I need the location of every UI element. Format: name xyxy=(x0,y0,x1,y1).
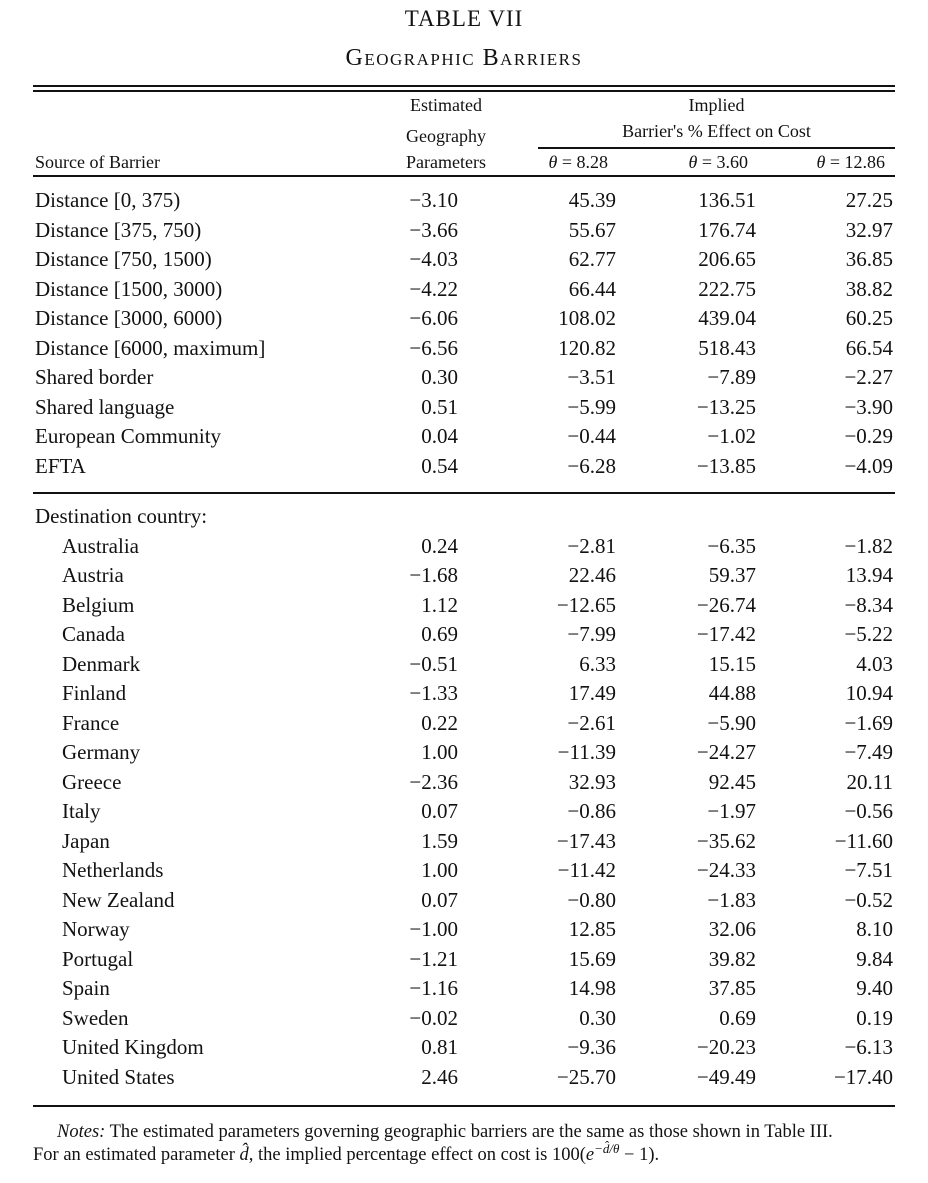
table-row xyxy=(33,1004,895,1034)
cell-effect-theta-3-60: −17.42 xyxy=(696,622,756,646)
cell-effect-theta-3-60: −13.25 xyxy=(696,394,756,419)
cell-effect-theta-12-86: 13.94 xyxy=(845,563,894,587)
cell-effect-theta-12-86: 0.19 xyxy=(856,1005,894,1030)
cell-effect-theta-3-60: 439.04 xyxy=(698,306,756,330)
cell-effect-theta-8-28: 17.49 xyxy=(568,681,616,705)
cell-effect-theta-3-60: −24.33 xyxy=(696,858,756,882)
cell-effect-theta-8-28: −0.80 xyxy=(567,887,616,912)
row-label: Greece xyxy=(62,769,122,794)
cell-estimated-parameter: −6.06 xyxy=(409,306,458,330)
row-label: Distance [0, 375) xyxy=(35,188,181,212)
destination-country-section xyxy=(33,493,895,1106)
cell-estimated-parameter: 0.07 xyxy=(421,799,458,823)
table-row xyxy=(33,620,895,650)
cell-effect-theta-3-60: 518.43 xyxy=(698,335,756,360)
cell-effect-theta-8-28: −6.28 xyxy=(567,453,616,478)
table-row xyxy=(33,452,895,494)
row-label: Portugal xyxy=(62,946,134,971)
row-label: Distance [6000, maximum] xyxy=(35,335,266,360)
cell-effect-theta-8-28: 120.82 xyxy=(558,335,616,360)
header-row-1 xyxy=(33,89,895,119)
implied-header-line-2: Barrier's % Effect on Cost xyxy=(460,118,895,149)
row-label: Norway xyxy=(62,917,130,941)
cell-effect-theta-8-28: −11.39 xyxy=(557,740,616,764)
header-spacer xyxy=(33,118,378,149)
cell-effect-theta-8-28: 15.69 xyxy=(568,946,616,971)
cell-effect-theta-8-28: −12.65 xyxy=(556,592,616,617)
cell-effect-theta-8-28: −25.70 xyxy=(556,1064,616,1089)
row-label: Distance [750, 1500) xyxy=(35,247,212,271)
table-notes xyxy=(33,1121,895,1167)
cell-effect-theta-12-86: 60.25 xyxy=(845,306,894,330)
cell-estimated-parameter: 0.69 xyxy=(421,622,458,646)
param-header-line-1: Estimated xyxy=(410,95,482,115)
table-row xyxy=(33,797,895,827)
cell-effect-theta-8-28: 62.77 xyxy=(568,247,616,271)
header-row-3 xyxy=(33,149,895,176)
cell-estimated-parameter: 0.81 xyxy=(421,1035,458,1059)
theta-symbol: θ xyxy=(688,152,698,172)
cell-effect-theta-8-28: 108.02 xyxy=(558,306,616,330)
param-header-line-2: Geography xyxy=(406,126,486,146)
notes-line-2: For an estimated parameter d̂, the implied percentage effect on cost is $100(e^{-d̂/\theta} - 1)$. xyxy=(33,1140,660,1165)
row-label: EFTA xyxy=(35,453,86,478)
table-row xyxy=(33,768,895,798)
cell-effect-theta-12-86: 4.03 xyxy=(856,651,894,676)
table-row xyxy=(33,856,895,886)
table-title: Geographic Barriers xyxy=(345,45,583,71)
cell-estimated-parameter: 0.22 xyxy=(421,710,458,735)
cell-effect-theta-8-28: −7.99 xyxy=(567,622,616,646)
cell-estimated-parameter: 1.12 xyxy=(421,592,458,617)
table-row xyxy=(33,650,895,680)
theta-symbol: θ xyxy=(816,152,826,172)
table-row xyxy=(33,886,895,916)
cell-estimated-parameter: 1.00 xyxy=(421,740,458,764)
cell-effect-theta-3-60: 44.88 xyxy=(708,681,756,705)
cell-effect-theta-3-60: −1.02 xyxy=(707,424,756,448)
cell-effect-theta-12-86: 36.85 xyxy=(845,247,894,271)
row-label: United Kingdom xyxy=(62,1035,204,1059)
cell-effect-theta-8-28: −3.51 xyxy=(567,365,616,389)
d-hat-symbol: d̂ xyxy=(239,1145,249,1165)
cell-effect-theta-12-86: 32.97 xyxy=(845,217,894,242)
table-header xyxy=(33,89,895,177)
cell-estimated-parameter: −0.02 xyxy=(409,1005,458,1030)
cell-effect-theta-12-86: −17.40 xyxy=(833,1064,894,1089)
cell-effect-theta-8-28: 55.67 xyxy=(568,217,616,242)
table-row xyxy=(33,363,895,393)
cell-effect-theta-3-60: 39.82 xyxy=(708,946,756,971)
row-label: Japan xyxy=(62,828,110,853)
cell-effect-theta-3-60: 0.69 xyxy=(719,1005,756,1030)
theta-symbol: θ xyxy=(548,152,558,172)
cell-effect-theta-12-86: −11.60 xyxy=(834,828,894,853)
cell-effect-theta-8-28: −17.43 xyxy=(556,828,616,853)
source-of-barrier-header: Source of Barrier xyxy=(35,152,160,172)
cell-effect-theta-3-60: −1.97 xyxy=(707,799,756,823)
cell-effect-theta-8-28: 0.30 xyxy=(579,1005,616,1030)
table-row xyxy=(33,422,895,452)
cell-effect-theta-8-28: −2.61 xyxy=(567,710,616,735)
cell-effect-theta-12-86: −5.22 xyxy=(844,622,894,646)
table-row xyxy=(33,591,895,621)
cell-effect-theta-8-28: 12.85 xyxy=(568,917,616,941)
cell-effect-theta-12-86: −1.82 xyxy=(844,533,894,558)
section-heading: Destination country: xyxy=(35,504,208,528)
table-row xyxy=(33,532,895,562)
cell-effect-theta-3-60: −7.89 xyxy=(707,365,756,389)
cell-effect-theta-8-28: 32.93 xyxy=(568,769,616,794)
table-row xyxy=(33,738,895,768)
row-label: Denmark xyxy=(62,651,141,676)
table-row xyxy=(33,679,895,709)
geographic-barriers-table xyxy=(33,85,895,1107)
cell-estimated-parameter: −1.16 xyxy=(409,976,458,1000)
cell-estimated-parameter: −1.33 xyxy=(409,681,458,705)
cell-effect-theta-3-60: −13.85 xyxy=(696,453,756,478)
row-label: Sweden xyxy=(62,1005,129,1030)
row-label: Finland xyxy=(62,681,127,705)
theta-column-header-3: θ = 12.86 xyxy=(816,152,886,172)
cell-effect-theta-8-28: −0.86 xyxy=(567,799,616,823)
cell-effect-theta-3-60: 222.75 xyxy=(698,276,756,301)
barriers-section xyxy=(33,176,895,493)
table-row xyxy=(33,827,895,857)
cell-estimated-parameter: 0.30 xyxy=(421,365,458,389)
cell-effect-theta-12-86: 20.11 xyxy=(846,769,894,794)
header-row-2 xyxy=(33,118,895,149)
cell-effect-theta-3-60: 15.15 xyxy=(708,651,756,676)
cell-effect-theta-3-60: −35.62 xyxy=(696,828,756,853)
table-row xyxy=(33,334,895,364)
cell-estimated-parameter: −4.03 xyxy=(409,247,458,271)
table-row xyxy=(33,245,895,275)
cell-effect-theta-3-60: 136.51 xyxy=(698,188,756,212)
cell-effect-theta-3-60: −49.49 xyxy=(696,1064,756,1089)
header-spacer xyxy=(33,89,378,119)
row-label: Distance [375, 750) xyxy=(35,217,202,242)
table-row xyxy=(33,393,895,423)
cell-effect-theta-8-28: −9.36 xyxy=(567,1035,616,1059)
cell-estimated-parameter: −4.22 xyxy=(409,276,458,301)
table-row xyxy=(33,1063,895,1107)
cell-effect-theta-3-60: −20.23 xyxy=(696,1035,756,1059)
table-row xyxy=(33,304,895,334)
row-label: Germany xyxy=(62,740,141,764)
cell-effect-theta-12-86: 9.40 xyxy=(856,976,894,1000)
cell-effect-theta-3-60: −6.35 xyxy=(707,533,756,558)
cell-estimated-parameter: 0.07 xyxy=(421,887,458,912)
cell-effect-theta-12-86: 66.54 xyxy=(845,335,894,360)
exponent: −d̂/θ xyxy=(594,1140,620,1156)
implied-header-line-1: Implied xyxy=(688,95,745,115)
row-label: Italy xyxy=(62,799,101,823)
cell-effect-theta-3-60: 176.74 xyxy=(698,217,756,242)
cell-estimated-parameter: −6.56 xyxy=(409,335,458,360)
row-label: Distance [1500, 3000) xyxy=(35,276,223,301)
cell-effect-theta-3-60: 206.65 xyxy=(698,247,756,271)
cell-effect-theta-12-86: −4.09 xyxy=(844,453,894,478)
row-label: Shared border xyxy=(35,365,154,389)
param-header-line-3: Parameters xyxy=(406,152,486,172)
row-label: France xyxy=(62,710,120,735)
cell-effect-theta-12-86: 38.82 xyxy=(845,276,894,301)
cell-effect-theta-3-60: −24.27 xyxy=(696,740,756,764)
cell-estimated-parameter: 1.00 xyxy=(421,858,458,882)
row-label: Australia xyxy=(62,533,139,558)
table-row xyxy=(33,1033,895,1063)
cell-effect-theta-12-86: −0.56 xyxy=(844,799,894,823)
row-label: United States xyxy=(62,1064,175,1089)
table-row xyxy=(33,561,895,591)
cell-effect-theta-12-86: −0.52 xyxy=(844,887,894,912)
cell-effect-theta-12-86: −1.69 xyxy=(844,710,894,735)
cell-effect-theta-8-28: 14.98 xyxy=(568,976,616,1000)
cell-estimated-parameter: 0.51 xyxy=(421,394,458,419)
cell-effect-theta-12-86: 8.10 xyxy=(856,917,894,941)
row-label: Belgium xyxy=(62,592,135,617)
cell-effect-theta-12-86: −2.27 xyxy=(844,365,894,389)
table-row xyxy=(33,974,895,1004)
cell-effect-theta-8-28: 6.33 xyxy=(579,651,616,676)
cell-effect-theta-3-60: −1.83 xyxy=(707,887,756,912)
theta-column-header-1: θ = 8.28 xyxy=(548,152,608,172)
notes-line-1: Notes: The estimated parameters governing geographic barriers are the same as those shown in Table III. xyxy=(57,1122,833,1142)
cell-effect-theta-8-28: −11.42 xyxy=(557,858,616,882)
cell-effect-theta-3-60: 32.06 xyxy=(708,917,756,941)
table-number: TABLE VII xyxy=(404,6,524,31)
cell-estimated-parameter: 0.04 xyxy=(421,424,458,448)
row-label: Austria xyxy=(62,563,124,587)
theta-column-header-2: θ = 3.60 xyxy=(688,152,748,172)
cell-estimated-parameter: 0.54 xyxy=(421,453,458,478)
cell-effect-theta-12-86: 27.25 xyxy=(845,188,894,212)
notes-label: Notes: xyxy=(57,1122,106,1142)
row-label: Shared language xyxy=(35,394,175,419)
cell-estimated-parameter: −0.51 xyxy=(409,651,458,676)
table-row xyxy=(33,915,895,945)
cell-effect-theta-12-86: −7.49 xyxy=(844,740,894,764)
table-row xyxy=(33,945,895,975)
table-row xyxy=(33,176,895,216)
cell-effect-theta-12-86: −0.29 xyxy=(844,424,894,448)
cell-estimated-parameter: −1.68 xyxy=(409,563,458,587)
cell-estimated-parameter: −1.00 xyxy=(409,917,458,941)
table-row xyxy=(33,216,895,246)
cell-effect-theta-8-28: 66.44 xyxy=(568,276,616,301)
cell-effect-theta-8-28: 22.46 xyxy=(568,563,616,587)
row-label: Distance [3000, 6000) xyxy=(35,306,223,330)
cell-effect-theta-12-86: 10.94 xyxy=(845,681,894,705)
cell-effect-theta-3-60: 59.37 xyxy=(708,563,756,587)
row-label: New Zealand xyxy=(62,887,175,912)
cell-effect-theta-8-28: −5.99 xyxy=(567,394,616,419)
cell-effect-theta-3-60: −5.90 xyxy=(707,710,756,735)
row-label: Canada xyxy=(62,622,125,646)
cell-estimated-parameter: −3.66 xyxy=(409,217,458,242)
table-row xyxy=(33,709,895,739)
cell-effect-theta-12-86: 9.84 xyxy=(856,946,894,971)
cell-estimated-parameter: 1.59 xyxy=(421,828,458,853)
row-label: Spain xyxy=(62,976,110,1000)
cell-estimated-parameter: −2.36 xyxy=(409,769,458,794)
row-label: European Community xyxy=(35,424,222,448)
e-symbol: e xyxy=(585,1145,595,1165)
cell-effect-theta-3-60: 37.85 xyxy=(708,976,756,1000)
cell-effect-theta-3-60: 92.45 xyxy=(708,769,756,794)
cell-estimated-parameter: 2.46 xyxy=(421,1064,458,1089)
cell-effect-theta-12-86: −8.34 xyxy=(844,592,894,617)
table-row xyxy=(33,275,895,305)
section-heading-row xyxy=(33,493,895,532)
cell-effect-theta-12-86: −6.13 xyxy=(844,1035,894,1059)
cell-effect-theta-12-86: −3.90 xyxy=(844,394,894,419)
row-label: Netherlands xyxy=(62,858,164,882)
cell-effect-theta-8-28: −2.81 xyxy=(567,533,616,558)
cell-estimated-parameter: 0.24 xyxy=(421,533,458,558)
cell-estimated-parameter: −3.10 xyxy=(409,188,458,212)
cell-effect-theta-3-60: −26.74 xyxy=(696,592,756,617)
cell-estimated-parameter: −1.21 xyxy=(409,946,458,971)
cell-effect-theta-8-28: 45.39 xyxy=(568,188,616,212)
cell-effect-theta-12-86: −7.51 xyxy=(844,858,894,882)
cell-effect-theta-8-28: −0.44 xyxy=(567,424,616,448)
